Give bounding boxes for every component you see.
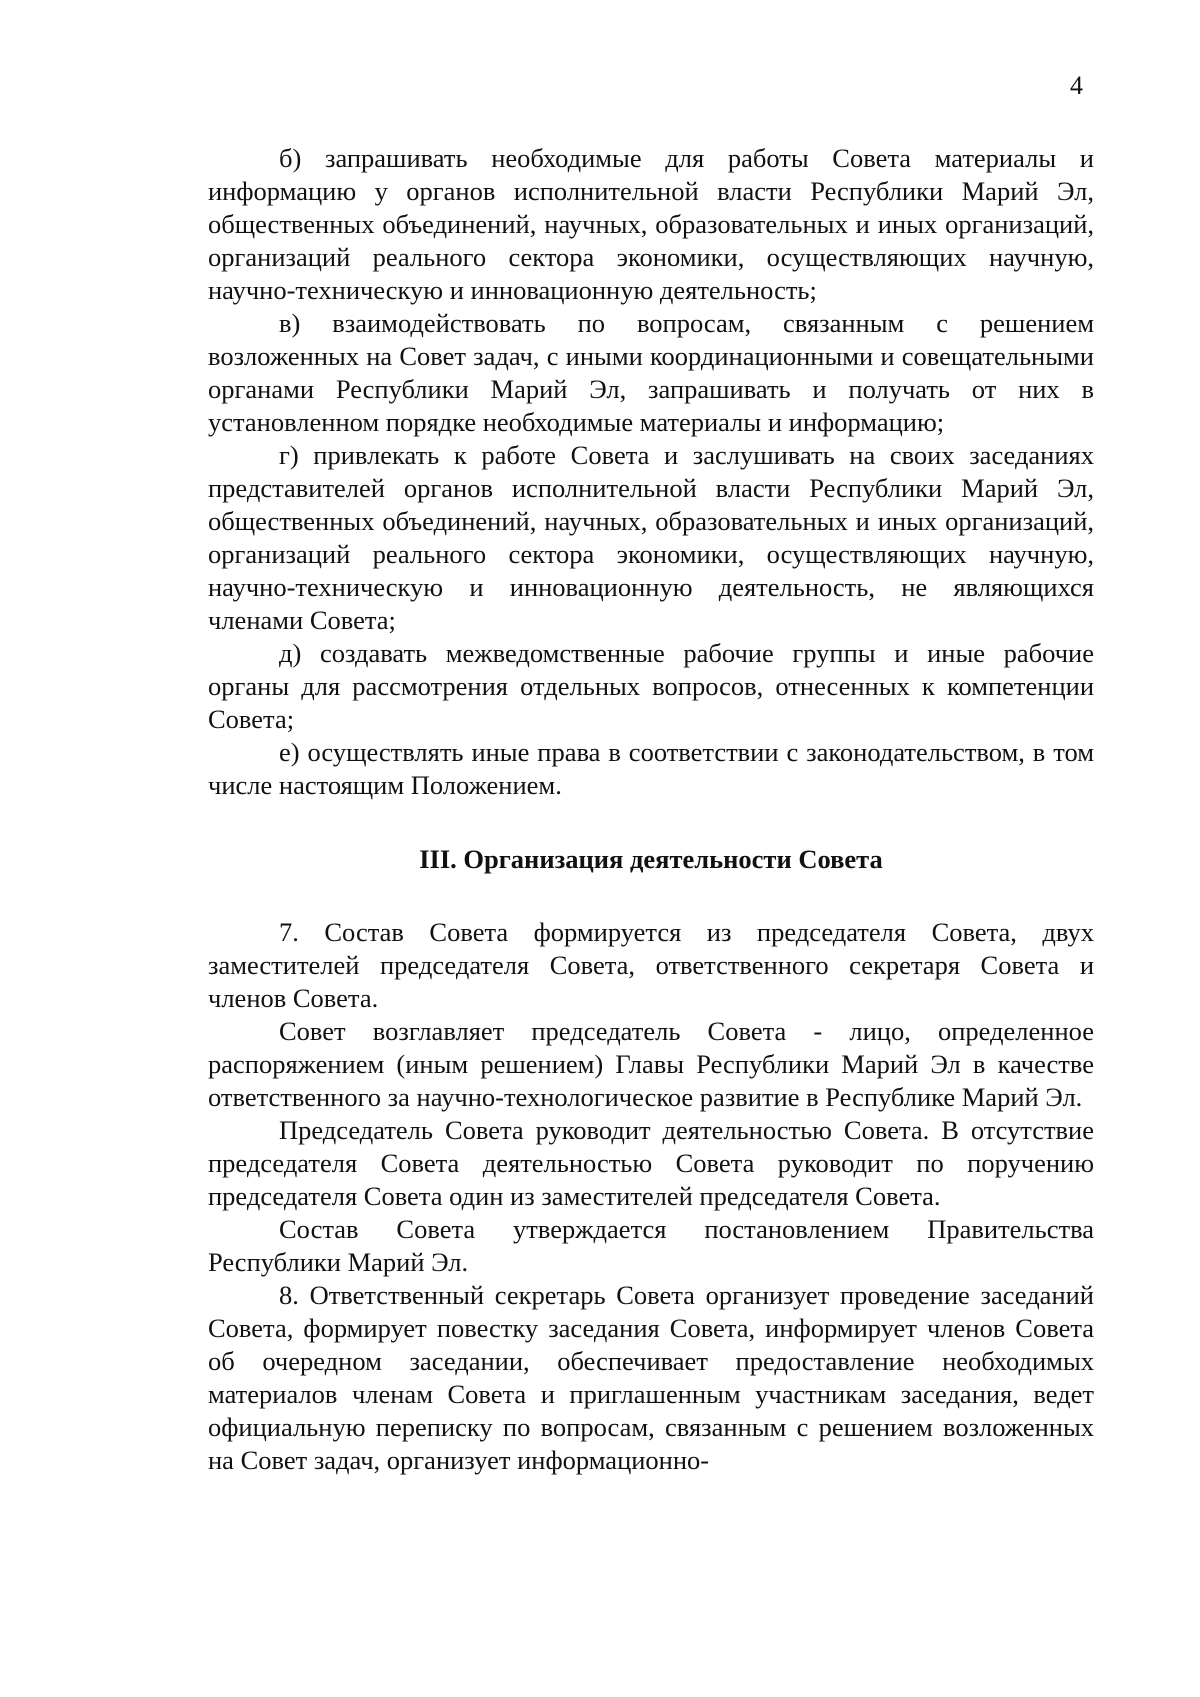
paragraph-v: в) взаимодействовать по вопросам, связанным с решением возложенных на Совет задач, с иными координационными и совещательными органами Республики Марий Эл, запрашивать и получать от них в установленном порядке необходимые материалы и информацию; xyxy=(208,308,1094,437)
document-body xyxy=(208,142,1094,1477)
paragraph-chairman: Совет возглавляет председатель Совета - лицо, определенное распоряжением (иным решением) Главы Республики Марий Эл в качестве ответственного за научно-технологическое развитие в Республике Марий Эл. xyxy=(208,1016,1094,1112)
page-number: 4 xyxy=(1070,71,1083,100)
paragraph-g: г) привлекать к работе Совета и заслушивать на своих заседаниях представителей органов исполнительной власти Республики Марий Эл, общественных объединений, научных, образовательных и иных организаций, организаций реального сектора экономики, осуществляющих научную, научно-техническую и инновационную деятельность, не являющихся членами Совета; xyxy=(208,440,1094,635)
section-heading: III. Организация деятельности Совета xyxy=(419,844,883,874)
paragraph-d: д) создавать межведомственные рабочие группы и иные рабочие органы для рассмотрения отдельных вопросов, отнесенных к компетенции Совета; xyxy=(208,638,1094,734)
paragraph-8: 8. Ответственный секретарь Совета организует проведение заседаний Совета, формирует повестку заседания Совета, информирует членов Совета об очередном заседании, обеспечивает предоставление необходимых материалов членам Совета и приглашенным участникам заседания, ведет официальную переписку по вопросам, связанным с решением возложенных на Совет задач, организует информационно- xyxy=(208,1280,1094,1475)
paragraph-b: б) запрашивать необходимые для работы Совета материалы и информацию у органов исполнительной власти Республики Марий Эл, общественных объединений, научных, образовательных и иных организаций, организаций реального сектора экономики, осуществляющих научную, научно-техническую и инновационную деятельность; xyxy=(208,143,1094,305)
paragraph-composition: Состав Совета утверждается постановлением Правительства Республики Марий Эл. xyxy=(208,1214,1094,1277)
paragraph-7: 7. Состав Совета формируется из председателя Совета, двух заместителей председателя Совета, ответственного секретаря Совета и членов Совета. xyxy=(208,917,1094,1013)
paragraph-chairman-duties: Председатель Совета руководит деятельностью Совета. В отсутствие председателя Совета деятельностью Совета руководит по поручению председателя Совета один из заместителей председателя Совета. xyxy=(208,1115,1094,1211)
paragraph-e: е) осуществлять иные права в соответствии с законодательством, в том числе настоящим Положением. xyxy=(208,737,1094,800)
